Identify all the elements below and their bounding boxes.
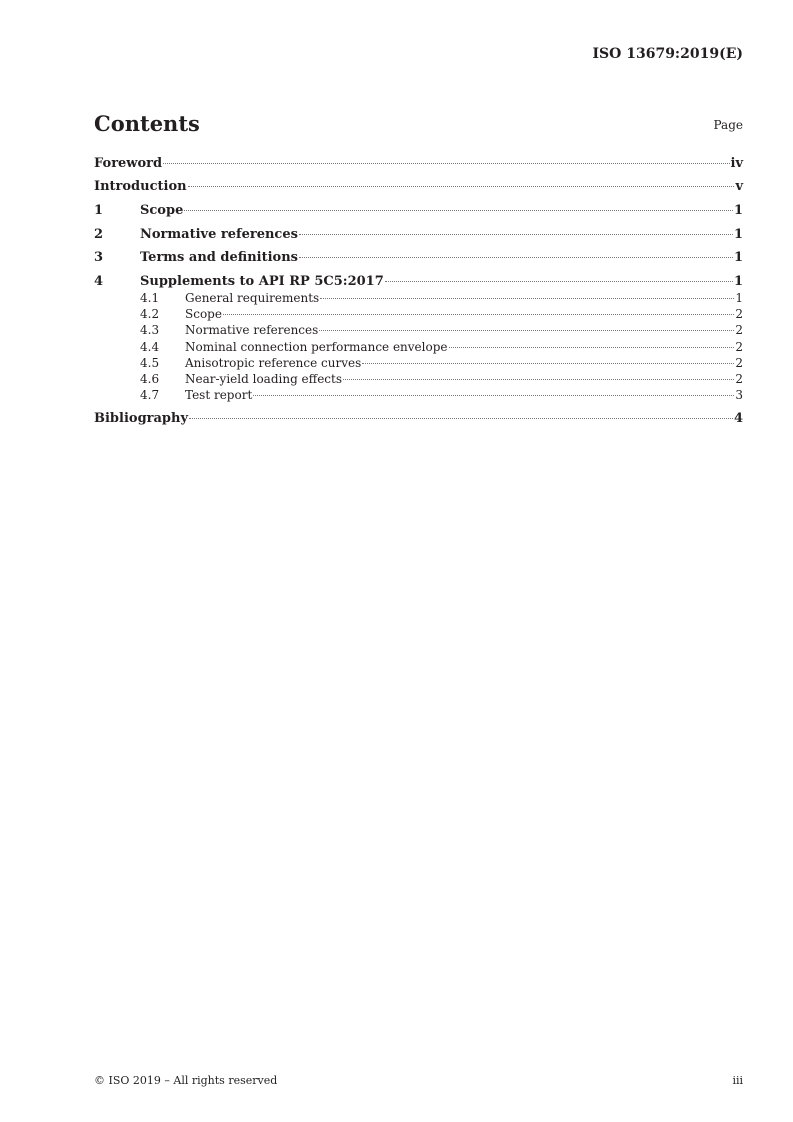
dot-leader xyxy=(189,418,733,419)
toc-entry-number: 4.6 xyxy=(140,372,160,386)
toc-entry-4-2[interactable] xyxy=(94,307,743,322)
toc-entry-title: Bibliography xyxy=(94,411,189,426)
toc-entry-4-5[interactable] xyxy=(94,356,743,371)
toc-entry-page: 1 xyxy=(735,291,743,305)
toc-entry-number: 4.3 xyxy=(140,323,160,337)
toc-entry-4-3[interactable] xyxy=(94,323,743,338)
toc-entry-title: Test report xyxy=(185,388,253,402)
toc-entry-number: 4 xyxy=(94,274,104,289)
toc-entry-page: 2 xyxy=(735,340,743,354)
dot-leader xyxy=(343,379,734,380)
toc-entry-page: iv xyxy=(730,156,743,171)
toc-entry-page: 1 xyxy=(733,227,743,242)
toc-entry-title: Nominal connection performance envelope xyxy=(185,340,448,354)
toc-entry-page: 1 xyxy=(733,274,743,289)
toc-entry-2[interactable] xyxy=(94,227,743,243)
dot-leader xyxy=(385,281,733,282)
toc-entry-1[interactable] xyxy=(94,203,743,219)
page-column-label: Page xyxy=(713,118,743,132)
toc-entry-number: 2 xyxy=(94,227,104,242)
toc-entry-foreword[interactable] xyxy=(94,156,743,172)
dot-leader xyxy=(319,330,734,331)
dot-leader xyxy=(449,347,735,348)
toc-entry-page: 1 xyxy=(733,250,743,265)
dot-leader xyxy=(223,314,734,315)
dot-leader xyxy=(163,163,729,164)
toc-entry-title: General requirements xyxy=(185,291,320,305)
toc-entry-number: 4.1 xyxy=(140,291,160,305)
toc-entry-title: Scope xyxy=(140,203,184,218)
toc-entry-4-4[interactable] xyxy=(94,340,743,355)
toc-entry-4-7[interactable] xyxy=(94,388,743,403)
toc-entry-title: Normative references xyxy=(140,227,298,242)
dot-leader xyxy=(184,210,733,211)
toc-entry-3[interactable] xyxy=(94,250,743,266)
toc-entry-page: 2 xyxy=(735,356,743,370)
toc-entry-4-1[interactable] xyxy=(94,291,743,306)
toc-entry-page: 2 xyxy=(735,307,743,321)
dot-leader xyxy=(299,234,733,235)
toc-entry-page: 2 xyxy=(735,372,743,386)
toc-entry-title: Near-yield loading effects xyxy=(185,372,342,386)
dot-leader xyxy=(253,395,734,396)
toc-entry-page: 2 xyxy=(735,323,743,337)
toc-entry-number: 3 xyxy=(94,250,104,265)
table-of-contents xyxy=(94,0,743,1122)
toc-entry-title: Anisotropic reference curves xyxy=(185,356,362,370)
toc-entry-title: Terms and definitions xyxy=(140,250,298,265)
toc-entry-title: Normative references xyxy=(185,323,319,337)
toc-entry-number: 4.2 xyxy=(140,307,160,321)
toc-entry-bibliography[interactable] xyxy=(94,411,743,427)
toc-entry-number: 4.4 xyxy=(140,340,160,354)
toc-entry-page: 3 xyxy=(735,388,743,402)
toc-entry-number: 4.5 xyxy=(140,356,160,370)
toc-entry-title: Foreword xyxy=(94,156,163,171)
toc-entry-number: 1 xyxy=(94,203,104,218)
dot-leader xyxy=(188,186,735,187)
dot-leader xyxy=(320,298,734,299)
toc-entry-number: 4.7 xyxy=(140,388,160,402)
toc-entry-4-6[interactable] xyxy=(94,372,743,387)
document-id: ISO 13679:2019(E) xyxy=(592,46,743,62)
toc-entry-page: 1 xyxy=(733,203,743,218)
toc-entry-page: v xyxy=(735,179,743,194)
toc-entry-4[interactable] xyxy=(94,274,743,290)
dot-leader xyxy=(362,363,734,364)
contents-title: Contents xyxy=(94,111,200,136)
toc-entry-page: 4 xyxy=(733,411,743,426)
toc-entry-title: Introduction xyxy=(94,179,187,194)
toc-entry-introduction[interactable] xyxy=(94,179,743,195)
toc-entry-title: Supplements to API RP 5C5:2017 xyxy=(140,274,384,289)
copyright-notice: © ISO 2019 – All rights reserved xyxy=(94,1074,278,1087)
page-number: iii xyxy=(732,1074,743,1087)
toc-entry-title: Scope xyxy=(185,307,222,321)
dot-leader xyxy=(299,257,733,258)
